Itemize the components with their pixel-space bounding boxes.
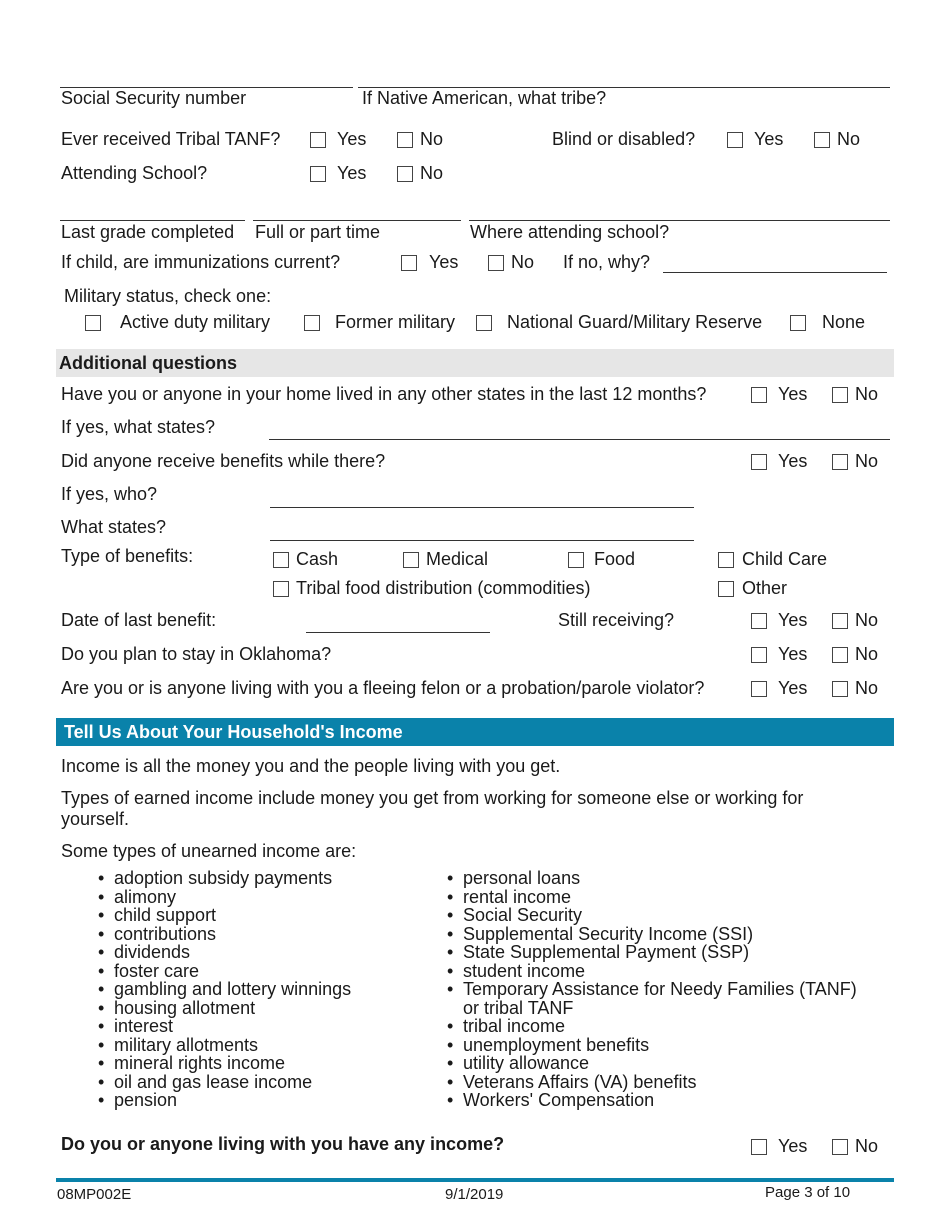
where-school-label: Where attending school? <box>470 222 670 242</box>
tanf-no-checkbox[interactable] <box>397 132 413 148</box>
list-item: • Workers' Compensation <box>445 1091 857 1110</box>
other-states-no-label: No <box>855 384 879 404</box>
fleeing-felon-yes-label: Yes <box>778 678 808 698</box>
where-school-line <box>469 220 890 221</box>
if-no-why-line[interactable] <box>663 272 887 273</box>
unearned-list-left <box>96 869 351 1110</box>
footer-page-number: Page 3 of 10 <box>765 1184 851 1201</box>
list-item: • Social Security <box>445 906 857 925</box>
list-item: • student income <box>445 962 857 981</box>
school-no-checkbox[interactable] <box>397 166 413 182</box>
blind-no-checkbox[interactable] <box>814 132 830 148</box>
tanf-no-label: No <box>420 129 444 149</box>
full-part-line <box>253 220 461 221</box>
list-item: • Supplemental Security Income (SSI) <box>445 925 857 944</box>
benefit-cash-checkbox[interactable] <box>273 552 289 568</box>
list-item: • contributions <box>96 925 351 944</box>
blind-question: Blind or disabled? <box>552 129 696 149</box>
stay-oklahoma-yes-checkbox[interactable] <box>751 647 767 663</box>
last-grade-label: Last grade completed <box>61 222 235 242</box>
list-item: • adoption subsidy payments <box>96 869 351 888</box>
blind-no-label: No <box>837 129 861 149</box>
benefit-cash-label: Cash <box>296 549 339 569</box>
fleeing-felon-no-checkbox[interactable] <box>832 681 848 697</box>
stay-oklahoma-no-checkbox[interactable] <box>832 647 848 663</box>
full-part-label: Full or part time <box>255 222 381 242</box>
still-receiving-yes-checkbox[interactable] <box>751 613 767 629</box>
list-item: • rental income <box>445 888 857 907</box>
blind-yes-checkbox[interactable] <box>727 132 743 148</box>
list-item: • alimony <box>96 888 351 907</box>
income-section-title: Tell Us About Your Household's Income <box>64 722 403 742</box>
what-states-line[interactable] <box>270 540 694 541</box>
fleeing-felon-question: Are you or is anyone living with you a fleeing felon or a probation/parole violator? <box>61 678 705 698</box>
last-grade-line <box>60 220 245 221</box>
list-item: • mineral rights income <box>96 1054 351 1073</box>
tanf-yes-label: Yes <box>337 129 367 149</box>
income-intro: Income is all the money you and the people living with you get. <box>61 756 561 776</box>
type-of-benefits-label: Type of benefits: <box>61 546 194 566</box>
list-item: • military allotments <box>96 1036 351 1055</box>
school-yes-checkbox[interactable] <box>310 166 326 182</box>
benefit-other-label: Other <box>742 578 788 598</box>
footer-form-id: 08MP002E <box>57 1186 132 1203</box>
immunization-no-label: No <box>511 252 535 272</box>
date-last-benefit-line[interactable] <box>306 632 490 633</box>
benefit-tribal-food-checkbox[interactable] <box>273 581 289 597</box>
benefits-there-yes-label: Yes <box>778 451 808 471</box>
list-item: • personal loans <box>445 869 857 888</box>
immunization-yes-checkbox[interactable] <box>401 255 417 271</box>
benefit-childcare-checkbox[interactable] <box>718 552 734 568</box>
military-former-checkbox[interactable] <box>304 315 320 331</box>
stay-oklahoma-no-label: No <box>855 644 879 664</box>
immunization-yes-label: Yes <box>429 252 459 272</box>
list-item: • unemployment benefits <box>445 1036 857 1055</box>
list-item: • housing allotment <box>96 999 351 1018</box>
list-item: • utility allowance <box>445 1054 857 1073</box>
military-label: Military status, check one: <box>64 286 272 306</box>
additional-section-title: Additional questions <box>59 353 237 373</box>
tanf-question: Ever received Tribal TANF? <box>61 129 281 149</box>
list-item: • State Supplemental Payment (SSP) <box>445 943 857 962</box>
school-question: Attending School? <box>61 163 208 183</box>
military-active-checkbox[interactable] <box>85 315 101 331</box>
benefit-food-checkbox[interactable] <box>568 552 584 568</box>
school-no-label: No <box>420 163 444 183</box>
still-receiving-label: Still receiving? <box>558 610 675 630</box>
benefits-there-no-checkbox[interactable] <box>832 454 848 470</box>
list-item: • Veterans Affairs (VA) benefits <box>445 1073 857 1092</box>
benefits-there-question: Did anyone receive benefits while there? <box>61 451 386 471</box>
list-item: • child support <box>96 906 351 925</box>
other-states-yes-checkbox[interactable] <box>751 387 767 403</box>
list-item: • oil and gas lease income <box>96 1073 351 1092</box>
still-receiving-yes-label: Yes <box>778 610 808 630</box>
list-item: • interest <box>96 1017 351 1036</box>
any-income-yes-label: Yes <box>778 1136 808 1156</box>
tribe-label: If Native American, what tribe? <box>362 88 607 108</box>
list-item: • foster care <box>96 962 351 981</box>
other-states-no-checkbox[interactable] <box>832 387 848 403</box>
benefit-food-label: Food <box>594 549 636 569</box>
unearned-list-right <box>445 869 857 1110</box>
if-yes-who-label: If yes, who? <box>61 484 158 504</box>
earned-income-line2: yourself. <box>61 809 130 829</box>
footer-date: 9/1/2019 <box>445 1186 504 1203</box>
other-states-yes-label: Yes <box>778 384 808 404</box>
any-income-question: Do you or anyone living with you have any income? <box>61 1134 505 1154</box>
military-guard-checkbox[interactable] <box>476 315 492 331</box>
unearned-intro: Some types of unearned income are: <box>61 841 357 861</box>
footer-rule <box>56 1178 894 1182</box>
if-yes-who-line[interactable] <box>270 507 694 508</box>
benefit-medical-label: Medical <box>426 549 489 569</box>
fleeing-felon-yes-checkbox[interactable] <box>751 681 767 697</box>
list-item-continuation: or tribal TANF <box>463 997 574 1018</box>
list-item <box>445 980 857 1017</box>
military-none-checkbox[interactable] <box>790 315 806 331</box>
date-last-benefit-label: Date of last benefit: <box>61 610 217 630</box>
benefit-tribal-food-label: Tribal food distribution (commodities) <box>296 578 591 598</box>
school-yes-label: Yes <box>337 163 367 183</box>
list-item-text: Temporary Assistance for Needy Families (TANF) <box>463 979 857 999</box>
benefits-there-no-label: No <box>855 451 879 471</box>
immunization-question: If child, are immunizations current? <box>61 252 341 272</box>
military-guard-label: National Guard/Military Reserve <box>507 312 763 332</box>
stay-oklahoma-question: Do you plan to stay in Oklahoma? <box>61 644 332 664</box>
list-item: • gambling and lottery winnings <box>96 980 351 999</box>
fleeing-felon-no-label: No <box>855 678 879 698</box>
what-states-label: What states? <box>61 517 167 537</box>
list-item: • dividends <box>96 943 351 962</box>
immunization-no-checkbox[interactable] <box>488 255 504 271</box>
what-states-if-yes-line[interactable] <box>269 439 890 440</box>
other-states-question: Have you or anyone in your home lived in any other states in the last 12 months? <box>61 384 707 404</box>
military-active-label: Active duty military <box>120 312 271 332</box>
still-receiving-no-label: No <box>855 610 879 630</box>
still-receiving-no-checkbox[interactable] <box>832 613 848 629</box>
benefit-childcare-label: Child Care <box>742 549 828 569</box>
ssn-label: Social Security number <box>61 88 247 108</box>
any-income-yes-checkbox[interactable] <box>751 1139 767 1155</box>
any-income-no-label: No <box>855 1136 879 1156</box>
military-former-label: Former military <box>335 312 455 332</box>
if-no-why-label: If no, why? <box>563 252 651 272</box>
benefit-medical-checkbox[interactable] <box>403 552 419 568</box>
earned-income-line1: Types of earned income include money you get from working for someone else or working for <box>61 788 804 808</box>
benefit-other-checkbox[interactable] <box>718 581 734 597</box>
list-item: • tribal income <box>445 1017 857 1036</box>
stay-oklahoma-yes-label: Yes <box>778 644 808 664</box>
what-states-if-yes-label: If yes, what states? <box>61 417 216 437</box>
any-income-no-checkbox[interactable] <box>832 1139 848 1155</box>
tanf-yes-checkbox[interactable] <box>310 132 326 148</box>
list-item: • pension <box>96 1091 351 1110</box>
blind-yes-label: Yes <box>754 129 784 149</box>
military-none-label: None <box>822 312 866 332</box>
benefits-there-yes-checkbox[interactable] <box>751 454 767 470</box>
